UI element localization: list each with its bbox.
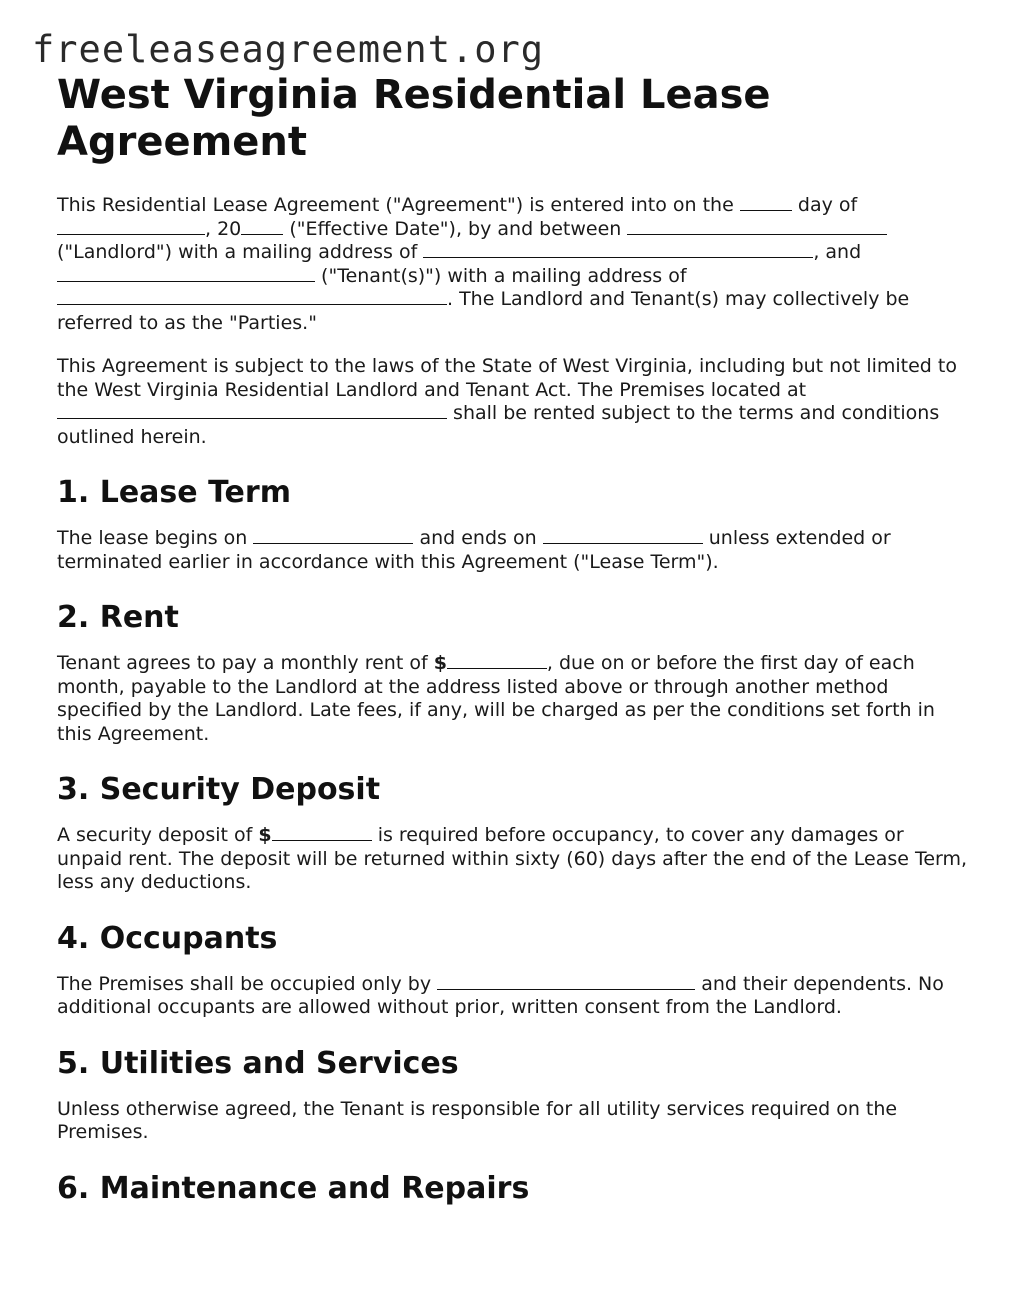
occupants-names-blank[interactable] xyxy=(437,973,695,990)
lease-term-paragraph: The lease begins on and ends on unless extended or terminated earlier in accordance with this Agreement ("Lease Term"). xyxy=(57,527,891,573)
landlord-address-blank[interactable] xyxy=(423,241,813,258)
tenant-name-blank[interactable] xyxy=(57,265,315,282)
month-blank[interactable] xyxy=(57,218,205,235)
deposit-paragraph: A security deposit of $ is required before occupancy, to cover any damages or unpaid rent. The deposit will be returned within sixty (60) days after the end of the Lease Term, less any deductions. xyxy=(57,824,968,893)
tenant-address-blank[interactable] xyxy=(57,288,447,305)
year-blank[interactable] xyxy=(241,218,283,235)
section-heading-maintenance: 6. Maintenance and Repairs xyxy=(57,1170,530,1206)
premises-address-blank[interactable] xyxy=(57,402,447,419)
rent-dollar-sign: $ xyxy=(433,652,447,674)
deposit-dollar-sign: $ xyxy=(258,824,272,846)
lease-start-blank[interactable] xyxy=(253,527,413,544)
section-heading-rent: 2. Rent xyxy=(57,600,179,635)
day-blank[interactable] xyxy=(740,194,792,211)
lease-document xyxy=(57,72,972,1223)
rent-amount-blank[interactable] xyxy=(447,652,547,669)
landlord-name-blank[interactable] xyxy=(627,218,887,235)
section-heading-occupants: 4. Occupants xyxy=(57,920,278,956)
document-title: West Virginia Residential Lease Agreement xyxy=(57,72,771,165)
governing-law-paragraph: This Agreement is subject to the laws of the State of West Virginia, including but not limited to the West Virginia Residential Landlord and Tenant Act. The Premises located at shall be rented subject to the terms and conditions outlined herein. xyxy=(57,355,957,448)
rent-paragraph: Tenant agrees to pay a monthly rent of $ , due on or before the first day of each month, payable to the Landlord at the address listed above or through another method specified by the Landlord. Late fees, if any, will be charged as per the conditions set forth in this Agreement. xyxy=(57,652,935,745)
section-heading-security-deposit: 3. Security Deposit xyxy=(57,772,381,807)
occupants-paragraph: The Premises shall be occupied only by and their dependents. No additional occupants are allowed without prior, written consent from the Landlord. xyxy=(57,972,944,1018)
section-heading-lease-term: 1. Lease Term xyxy=(57,475,291,510)
section-heading-utilities: 5. Utilities and Services xyxy=(57,1045,459,1081)
site-watermark: freeleaseagreement.org xyxy=(32,28,545,71)
intro-paragraph: This Residential Lease Agreement ("Agreement") is entered into on the day of , 20 ("Effective Date"), by and between ("Landlord") with a mailing address of , and ("Tenant(s)") with a mailing address of . The Landlord and Tenant(s) may collectively be referred to as the "Parties." xyxy=(57,194,910,334)
lease-end-blank[interactable] xyxy=(543,527,703,544)
deposit-amount-blank[interactable] xyxy=(272,824,372,841)
utilities-paragraph: Unless otherwise agreed, the Tenant is responsible for all utility services required on the Premises. xyxy=(57,1097,898,1143)
